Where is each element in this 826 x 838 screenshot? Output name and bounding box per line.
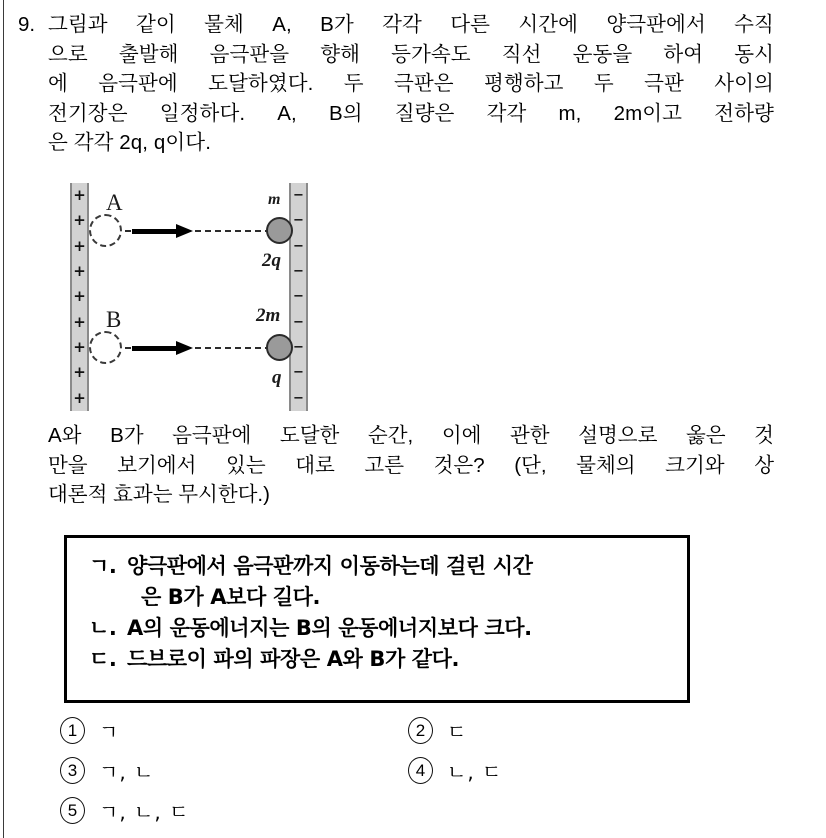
question-number: 9.: [18, 13, 36, 36]
velocity-arrow-a: [132, 226, 192, 235]
minus-sign-icon: −: [293, 340, 304, 356]
option-2-number: 2: [408, 717, 433, 744]
prompt-line-3: 대론적 효과는 무시한다.): [48, 483, 270, 506]
stem-line-4: 전기장은 일정하다. A, B의 질량은 각각 m, 2m이고 전하량: [48, 101, 774, 125]
arrow-head-icon: [176, 224, 193, 238]
option-row-2: [60, 756, 800, 796]
prompt-line-1: A와 B가 음극판에 도달한 순간, 이에 관한 설명으로 옳은 것: [48, 424, 774, 447]
parallel-plate-capacitor-diagram: [70, 183, 310, 411]
option-row-1: [60, 716, 800, 756]
plus-sign-icon: +: [73, 388, 86, 407]
bogi-item-1-line-2: 은 B가 A보다 길다.: [141, 585, 321, 609]
option-2[interactable]: [408, 716, 467, 745]
bogi-item-3-line-1: 드브로이 파의 파장은 A와 B가 같다.: [127, 647, 460, 671]
minus-sign-icon: −: [293, 188, 304, 204]
arrow-head-icon: [176, 341, 193, 355]
stem-line-1: 그림과 같이 물체 A, B가 각각 다른 시간에 양극판에서 수직: [48, 13, 774, 36]
page-left-rule: [3, 0, 4, 838]
minus-sign-icon: −: [293, 238, 304, 254]
option-5[interactable]: [60, 796, 189, 825]
stem-line-5: 은 각각 2q, q이다.: [48, 131, 211, 154]
minus-sign-icon: −: [293, 264, 304, 280]
particle-ball-a: [266, 217, 293, 244]
option-3[interactable]: [60, 756, 154, 785]
option-3-label: ㄱ, ㄴ: [99, 760, 155, 784]
minus-sign-icon: −: [293, 390, 304, 406]
particle-label-a: A: [106, 190, 123, 215]
plus-sign-icon: +: [73, 287, 86, 306]
option-3-number: 3: [60, 757, 85, 784]
plus-sign-icon: +: [73, 363, 86, 382]
minus-sign-icon: −: [293, 289, 304, 305]
anode-plate: [70, 183, 89, 411]
start-position-circle-a: [89, 214, 122, 247]
bogi-text-1: [127, 551, 687, 613]
bogi-marker-2: ㄴ.: [89, 616, 117, 640]
option-4-label: ㄴ, ㄷ: [447, 760, 503, 784]
bogi-marker-1: ㄱ.: [89, 554, 117, 578]
stem-line-2: 으로 출발해 음극판을 향해 등가속도 직선 운동을 하여 동시: [48, 42, 774, 66]
option-4-number: 4: [408, 757, 433, 784]
bogi-item-2-line-1: A의 운동에너지는 B의 운동에너지보다 크다.: [127, 616, 532, 640]
bogi-text-2: [127, 613, 687, 644]
option-5-number: 5: [60, 797, 85, 824]
mass-label-a: m: [268, 191, 281, 208]
minus-sign-icon: −: [293, 213, 304, 229]
option-1-label: ㄱ: [99, 720, 120, 744]
plus-sign-icon: +: [73, 236, 86, 255]
trajectory-path-a: [95, 230, 291, 232]
bogi-text-3: [127, 644, 687, 675]
option-1-number: 1: [60, 717, 85, 744]
velocity-arrow-b: [132, 343, 192, 352]
option-4[interactable]: [408, 756, 502, 785]
plus-sign-icon: +: [73, 211, 86, 230]
arrow-shaft: [132, 346, 178, 351]
bogi-list: [67, 538, 687, 675]
particle-label-b: B: [106, 307, 122, 332]
minus-sign-icon: −: [293, 314, 304, 330]
question-prompt: [48, 421, 788, 510]
bogi-box: [64, 535, 690, 703]
bogi-item-3: [89, 644, 687, 675]
plus-sign-icon: +: [73, 338, 86, 357]
bogi-item-1-line-1: 양극판에서 음극판까지 이동하는데 걸린 시간: [127, 554, 533, 578]
mass-label-b: 2m: [256, 305, 281, 326]
answer-options: [60, 716, 800, 836]
option-5-label: ㄱ, ㄴ, ㄷ: [99, 800, 190, 824]
start-position-circle-b: [89, 331, 122, 364]
plus-sign-icon: +: [73, 186, 86, 205]
cathode-plate: [289, 183, 308, 411]
bogi-marker-3: ㄷ.: [89, 647, 117, 671]
minus-sign-icon: −: [293, 365, 304, 381]
question-stem: [14, 10, 804, 158]
particle-ball-b: [266, 334, 293, 361]
bogi-item-1: [89, 551, 687, 613]
bogi-item-2: [89, 613, 687, 644]
stem-line-3: 에 음극판에 도달하였다. 두 극판은 평행하고 두 극판 사이의: [48, 72, 774, 95]
arrow-shaft: [132, 229, 178, 234]
option-2-label: ㄷ: [447, 720, 468, 744]
option-row-3: [60, 796, 800, 836]
plus-sign-icon: +: [73, 312, 86, 331]
trajectory-path-b: [95, 347, 291, 349]
charge-label-b: q: [272, 367, 282, 388]
prompt-line-2: 만을 보기에서 있는 대로 고른 것은? (단, 물체의 크기와 상: [48, 453, 774, 477]
plus-sign-icon: +: [73, 262, 86, 281]
charge-label-a: 2q: [262, 250, 281, 271]
option-1[interactable]: [60, 716, 119, 745]
question-stem-body: [48, 10, 804, 158]
